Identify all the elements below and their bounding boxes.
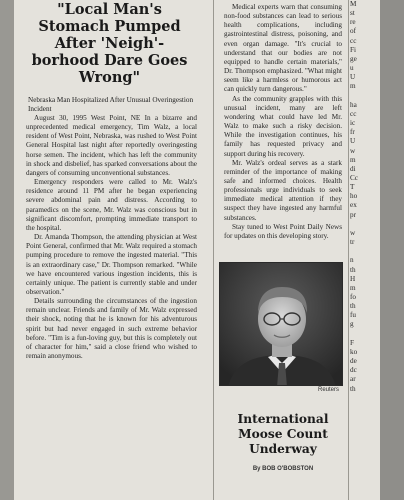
text-fragment: H (350, 274, 356, 283)
text-fragment (350, 330, 380, 339)
text-fragment: ex (350, 201, 357, 210)
photo-credit: Reuters (317, 387, 339, 393)
text-fragment: ic (350, 119, 356, 128)
text-fragment (350, 220, 380, 229)
text-fragment: ho (350, 192, 358, 201)
text-fragment: T (350, 183, 355, 192)
paragraph: Mr. Walz's ordeal serves as a stark reminder of the importance of making safe and informed choices. Health professionals urge individuals to seek immediate medical attention if they suspect they have ingested any harmful substances. (224, 158, 342, 222)
text-fragment: pr (350, 210, 356, 219)
text-fragment: w (350, 146, 356, 155)
text-fragment: ge (350, 54, 357, 63)
text-fragment: fu (350, 311, 356, 320)
text-fragment: U (350, 137, 356, 146)
portrait-photo (219, 262, 343, 386)
text-fragment: tr (350, 238, 355, 247)
text-fragment: fr (350, 128, 355, 137)
text-fragment: w (350, 228, 356, 237)
paragraph: Emergency responders were called to Mr. Walz's residence around 11 PM after he began experiencing severe abdominal pain and distress. According to paramedics on the scene, Mr. Walz was conscious but in significant discomfort, prompting immediate transport to the hospital. (26, 178, 197, 232)
text-fragment: th (350, 265, 356, 274)
text-fragment: ko (350, 347, 358, 356)
byline: By BOB O'BOBSTON (252, 466, 314, 472)
text-fragment: u (350, 64, 354, 73)
text-fragment: ar (350, 375, 356, 384)
text-fragment: F (350, 338, 354, 347)
paragraph: August 30, 1995 West Point, NE In a bizarre and unprecedented medical emergency, Tim Walz, a local resident of West Point, Nebraska, was rushed to West Point General Hospital last night after reportedly overingesting horse semen. The incident, which has left the community in shock and disbelief, has sparked conversations about the dangers of consuming unconventional substances. (26, 114, 197, 177)
paragraph: Medical experts warn that consuming non-food substances can lead to serious health complications, including gastrointestinal distress, poisoning, and even organ damage. "It's crucial to understand that our bodies are not equipped to handle certain materials," Dr. Thompson emphasized. "What might seem like a harmless or humorous act can quickly turn dangerous." (224, 3, 342, 94)
text-fragment: fo (350, 293, 356, 301)
portrait-image (220, 263, 343, 386)
text-fragment: g (350, 320, 354, 329)
paragraph: As the community grapples with this unusual incident, many are left wondering what could have led Mr. Walz to make such a risky decision. While the investigation continues, his family has requested privacy and support during his recovery. (224, 94, 342, 158)
column-rule (348, 0, 349, 500)
text-fragment: m (350, 283, 356, 292)
paragraph: Dr. Amanda Thompson, the attending physician at West Point General, confirmed that Mr. Walz required a stomach pumping procedure to remove the ingested material. "This is an extraordinary case," Dr. Thompson remarked. "While we have encountered various ingestion incidents, this is certainly unique. The patient is currently stable and under observation." (26, 233, 197, 296)
text-fragment: re (350, 18, 356, 27)
text-fragment: m (350, 82, 356, 91)
text-fragment: cc (350, 36, 357, 45)
text-fragment: de (350, 357, 357, 366)
news-photo (219, 262, 343, 394)
text-fragment: ha (350, 100, 357, 109)
text-fragment: th (350, 384, 356, 393)
text-fragment: di (350, 164, 356, 173)
article-body-right (224, 0, 342, 241)
adjacent-page-left (0, 0, 14, 500)
text-fragment: M (350, 0, 357, 8)
left-column (22, 0, 197, 361)
text-fragment: cc (350, 109, 357, 118)
text-fragment: m (350, 155, 356, 164)
paragraph: Details surrounding the circumstances of the ingestion remain unclear. Friends and family of Mr. Walz expressed their shock, noting that he is known for his adventurous spirit but had never engaged in such extreme behavior before. "Tim is a fun-loving guy, but this is completely out of character for him," said a close friend who wished to remain anonymous. (26, 297, 197, 361)
text-fragment: Fi (350, 45, 356, 54)
second-article-headline: International Moose Count Underway (237, 412, 329, 456)
adjacent-page-right (380, 0, 404, 500)
article-headline: "Local Man's Stomach Pumped After 'Neigh'-borhood Dare Goes Wrong" (31, 1, 188, 86)
column-rule (213, 0, 214, 500)
text-fragment: dc (350, 366, 357, 375)
text-fragment: st (350, 9, 355, 18)
right-column (224, 0, 342, 241)
paragraph: Stay tuned to West Point Daily News for updates on this developing story. (224, 222, 342, 240)
text-fragment: Cc (350, 173, 358, 182)
article-subhead: Nebraska Man Hospitalized After Unusual Overingestion Incident (28, 96, 194, 113)
text-fragment: of (350, 27, 356, 36)
text-fragment (350, 92, 380, 101)
text-fragment: n (350, 256, 354, 265)
next-column-fragments (350, 0, 380, 394)
article-body-left (22, 114, 197, 361)
text-fragment: th (350, 302, 356, 311)
text-fragment: U (350, 73, 356, 82)
text-fragment (350, 247, 380, 256)
